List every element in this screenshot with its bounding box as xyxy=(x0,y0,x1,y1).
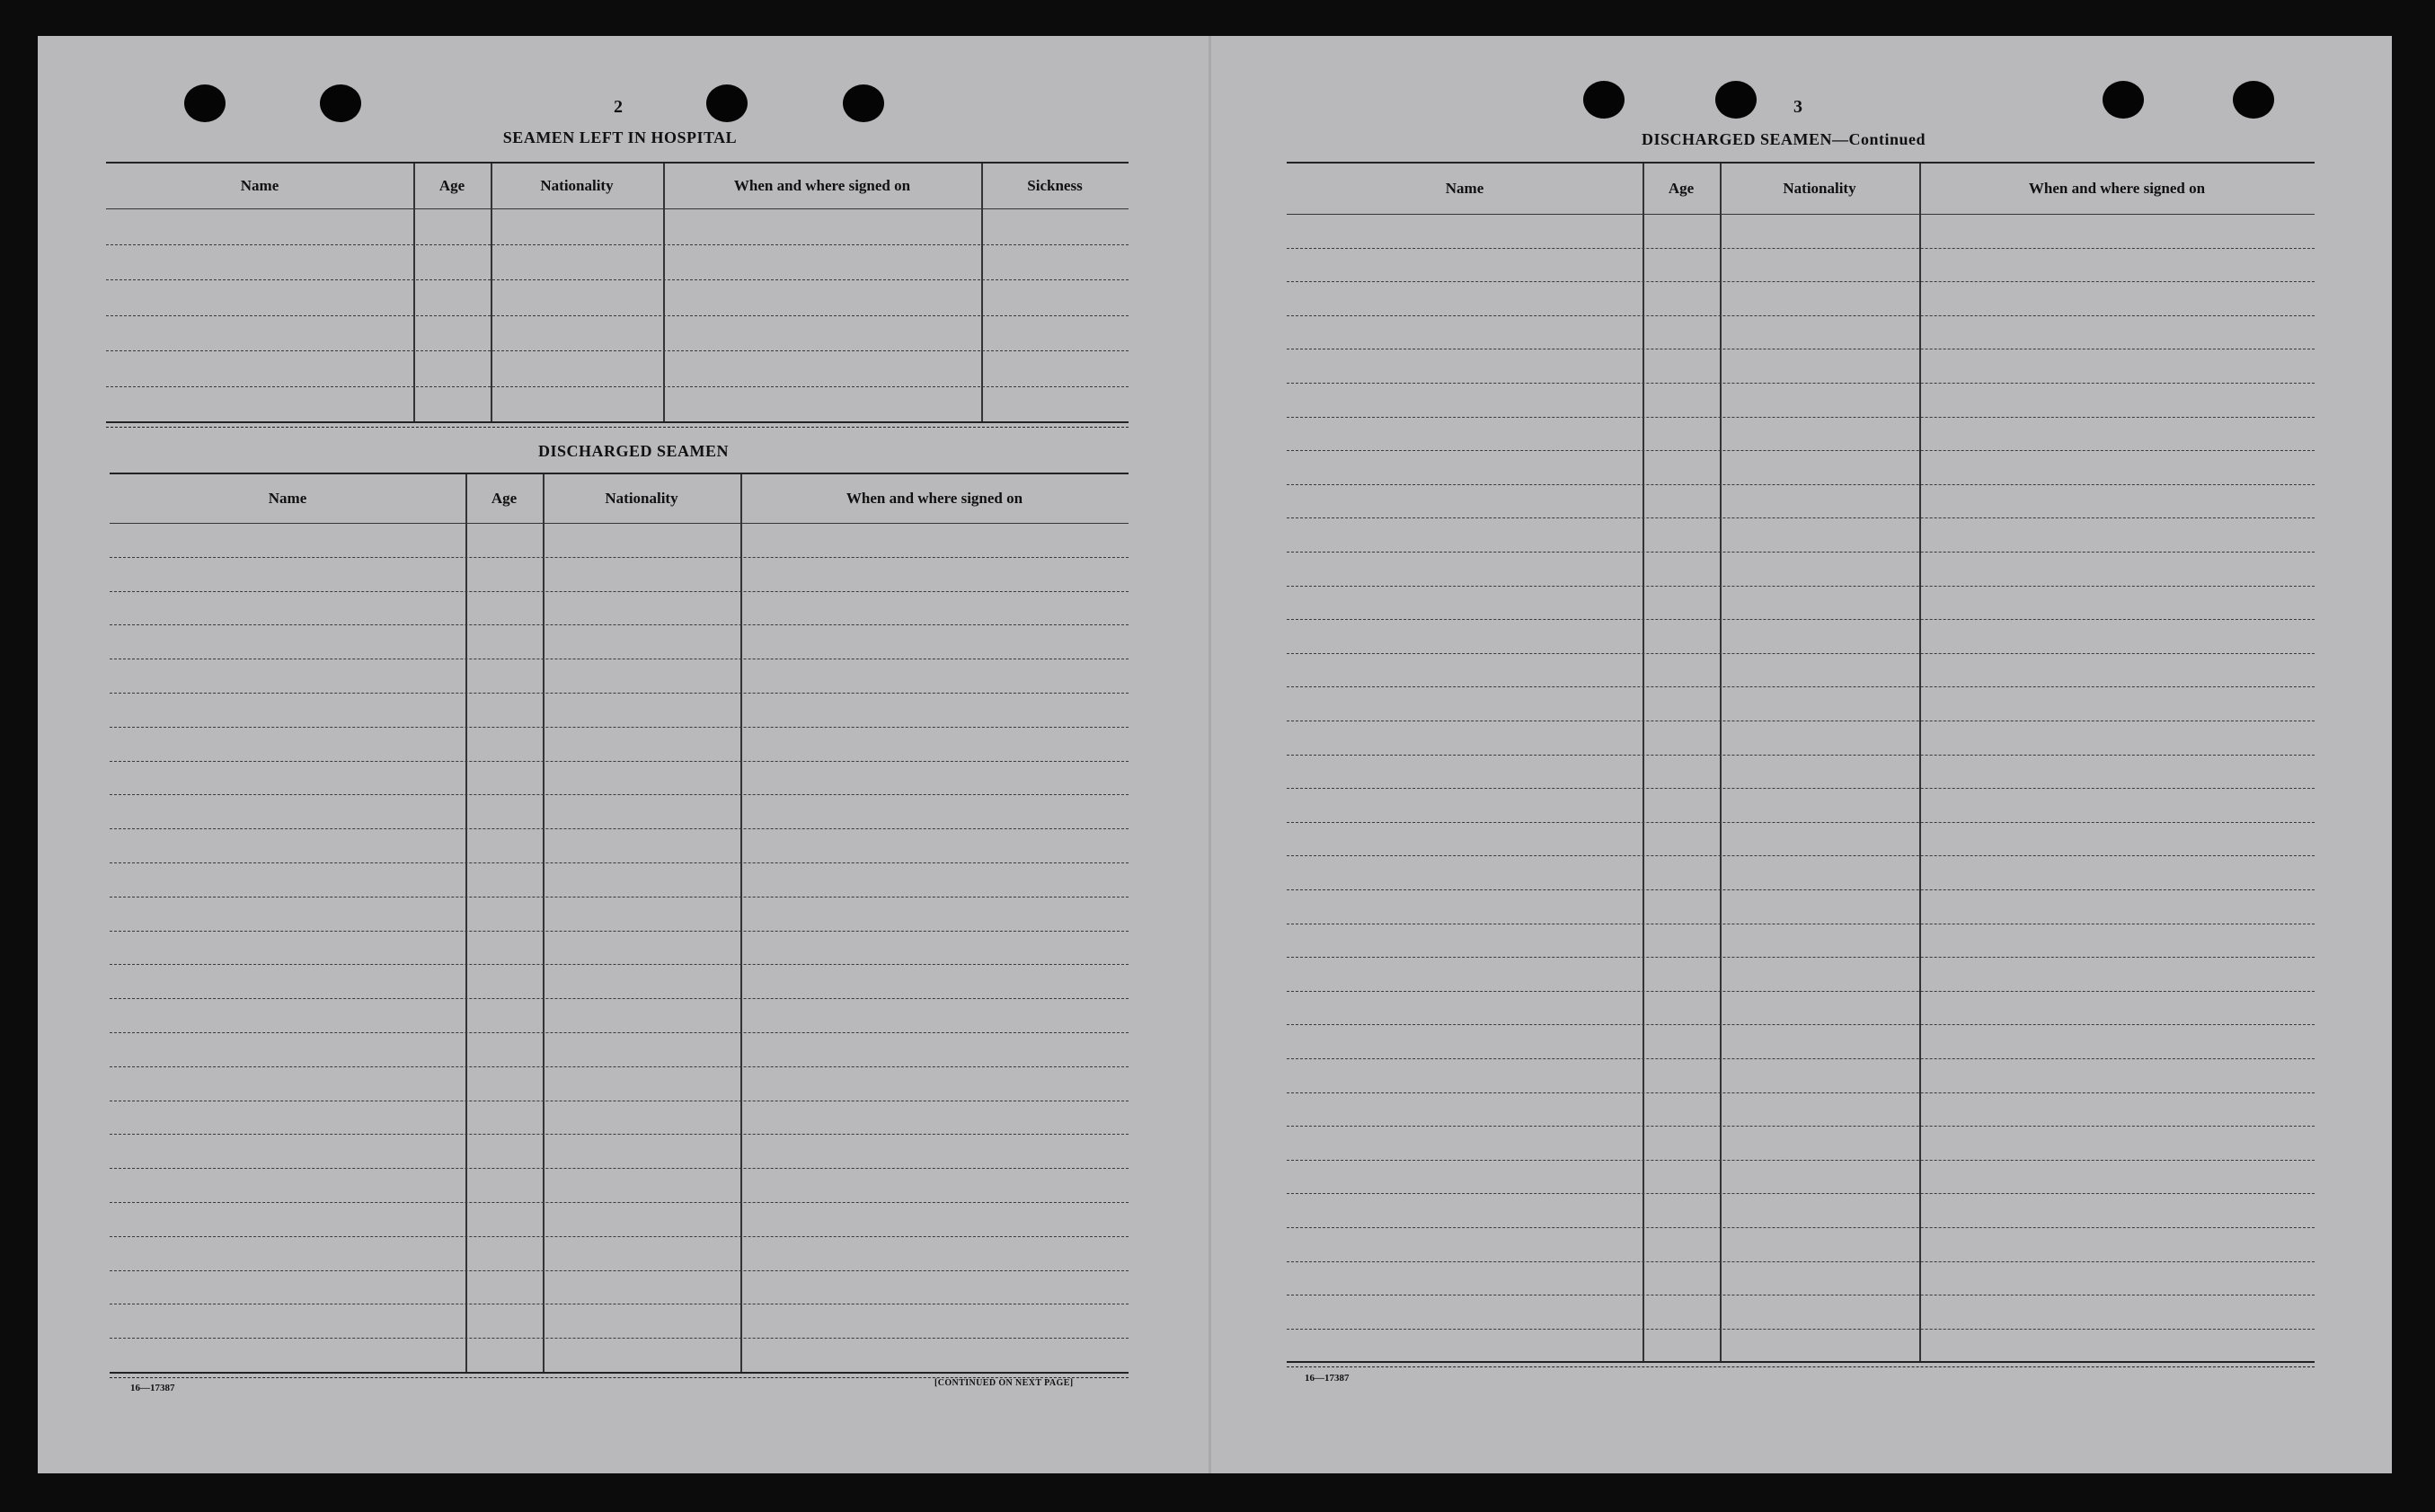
table-row-line xyxy=(1287,248,2315,249)
table-row-line xyxy=(1287,450,2315,451)
punch-hole xyxy=(1583,81,1625,119)
table-row-line xyxy=(110,1066,1129,1067)
column-header: When and where signed on xyxy=(733,177,911,194)
column-header: Nationality xyxy=(540,177,614,194)
table-bottom-rule xyxy=(110,1372,1129,1378)
column-header: Age xyxy=(438,177,465,194)
table-bottom-rule xyxy=(106,421,1129,428)
column-header: When and where signed on xyxy=(846,490,1023,507)
table-row-line xyxy=(1287,552,2315,553)
table-row-line xyxy=(110,998,1129,999)
punch-hole xyxy=(320,84,361,122)
column-header: Name xyxy=(1445,180,1484,197)
column-divider xyxy=(663,164,665,422)
table-row-line xyxy=(1287,855,2315,856)
discharged-continued-title-suffix: —Continued xyxy=(1832,130,1926,148)
column-divider xyxy=(740,474,742,1373)
table-row-line xyxy=(106,279,1129,280)
table-row-line xyxy=(1287,991,2315,992)
column-divider xyxy=(543,474,545,1373)
table-row-line xyxy=(110,693,1129,694)
table-row-line xyxy=(1287,653,2315,654)
table-row-line xyxy=(1287,1024,2315,1025)
page-number: 3 xyxy=(1793,97,1802,117)
table-row-line xyxy=(110,727,1129,728)
table-header xyxy=(110,474,1129,524)
table-row-line xyxy=(1287,315,2315,316)
table-row-line xyxy=(110,557,1129,558)
table-row-line xyxy=(110,931,1129,932)
table-row-line xyxy=(110,794,1129,795)
table-row-line xyxy=(110,1134,1129,1135)
table-row-line xyxy=(1287,686,2315,687)
table-row-line xyxy=(110,1168,1129,1169)
continued-note: [CONTINUED ON NEXT PAGE] xyxy=(934,1378,1074,1388)
table-row-line xyxy=(1287,822,2315,823)
table-header xyxy=(1287,164,2315,215)
table-row-line xyxy=(110,1338,1129,1339)
table-row-line xyxy=(110,862,1129,863)
table-row-line xyxy=(1287,1329,2315,1330)
table-row-line xyxy=(106,315,1129,316)
table-row-line xyxy=(110,1270,1129,1271)
form-number: 16—17387 xyxy=(130,1383,175,1393)
discharged-section-title: DISCHARGED SEAMEN xyxy=(537,442,730,460)
hospital-table xyxy=(106,162,1129,422)
table-row-line xyxy=(1287,1261,2315,1262)
table-row-line xyxy=(1287,517,2315,518)
column-header: Age xyxy=(1668,180,1695,197)
table-row-line xyxy=(1287,1092,2315,1093)
table-row-line xyxy=(1287,1058,2315,1059)
table-row-line xyxy=(1287,586,2315,587)
discharged-continued-table xyxy=(1287,162,2315,1362)
page-fold xyxy=(1209,36,1211,1473)
table-row-line xyxy=(110,828,1129,829)
table-row-line xyxy=(110,624,1129,625)
discharged-continued-title xyxy=(1599,130,1968,149)
table-row-line xyxy=(1287,619,2315,620)
hospital-section-title: SEAMEN LEFT IN HOSPITAL xyxy=(502,128,738,146)
column-header: Nationality xyxy=(605,490,678,507)
table-row-line xyxy=(110,1032,1129,1033)
table-row-line xyxy=(1287,417,2315,418)
column-divider xyxy=(413,164,415,422)
table-row-line xyxy=(1287,957,2315,958)
table-row-line xyxy=(110,1236,1129,1237)
page-number: 2 xyxy=(614,97,623,117)
table-row-line xyxy=(106,244,1129,245)
table-bottom-rule xyxy=(1287,1361,2315,1367)
punch-hole xyxy=(1715,81,1757,119)
punch-hole xyxy=(843,84,884,122)
punch-hole xyxy=(706,84,748,122)
table-row-line xyxy=(106,386,1129,387)
column-header: When and where signed on xyxy=(2028,180,2206,197)
column-header: Name xyxy=(240,177,279,194)
table-row-line xyxy=(1287,1126,2315,1127)
table-row-line xyxy=(1287,281,2315,282)
punch-hole xyxy=(2233,81,2274,119)
column-header: Age xyxy=(491,490,518,507)
table-row-line xyxy=(1287,484,2315,485)
table-row-line xyxy=(106,350,1129,351)
column-divider xyxy=(465,474,467,1373)
table-row-line xyxy=(1287,1160,2315,1161)
column-divider xyxy=(491,164,492,422)
column-divider xyxy=(1720,164,1722,1362)
column-divider xyxy=(981,164,983,422)
table-row-line xyxy=(110,1202,1129,1203)
column-header: Sickness xyxy=(1027,177,1083,194)
table-row-line xyxy=(110,591,1129,592)
punch-hole xyxy=(184,84,226,122)
table-row-line xyxy=(110,964,1129,965)
column-header: Nationality xyxy=(1783,180,1856,197)
form-number: 16—17387 xyxy=(1305,1373,1350,1384)
table-header xyxy=(106,164,1129,209)
punch-hole xyxy=(2103,81,2144,119)
table-row-line xyxy=(1287,755,2315,756)
column-header: Name xyxy=(268,490,307,507)
column-divider xyxy=(1919,164,1921,1362)
discharged-table xyxy=(110,473,1129,1373)
table-row-line xyxy=(1287,1193,2315,1194)
table-row-line xyxy=(1287,383,2315,384)
table-row-line xyxy=(1287,788,2315,789)
table-row-line xyxy=(1287,889,2315,890)
table-row-line xyxy=(110,761,1129,762)
discharged-continued-title-main: DISCHARGED SEAMEN xyxy=(1641,130,1832,148)
table-row-line xyxy=(1287,1227,2315,1228)
column-divider xyxy=(1643,164,1644,1362)
